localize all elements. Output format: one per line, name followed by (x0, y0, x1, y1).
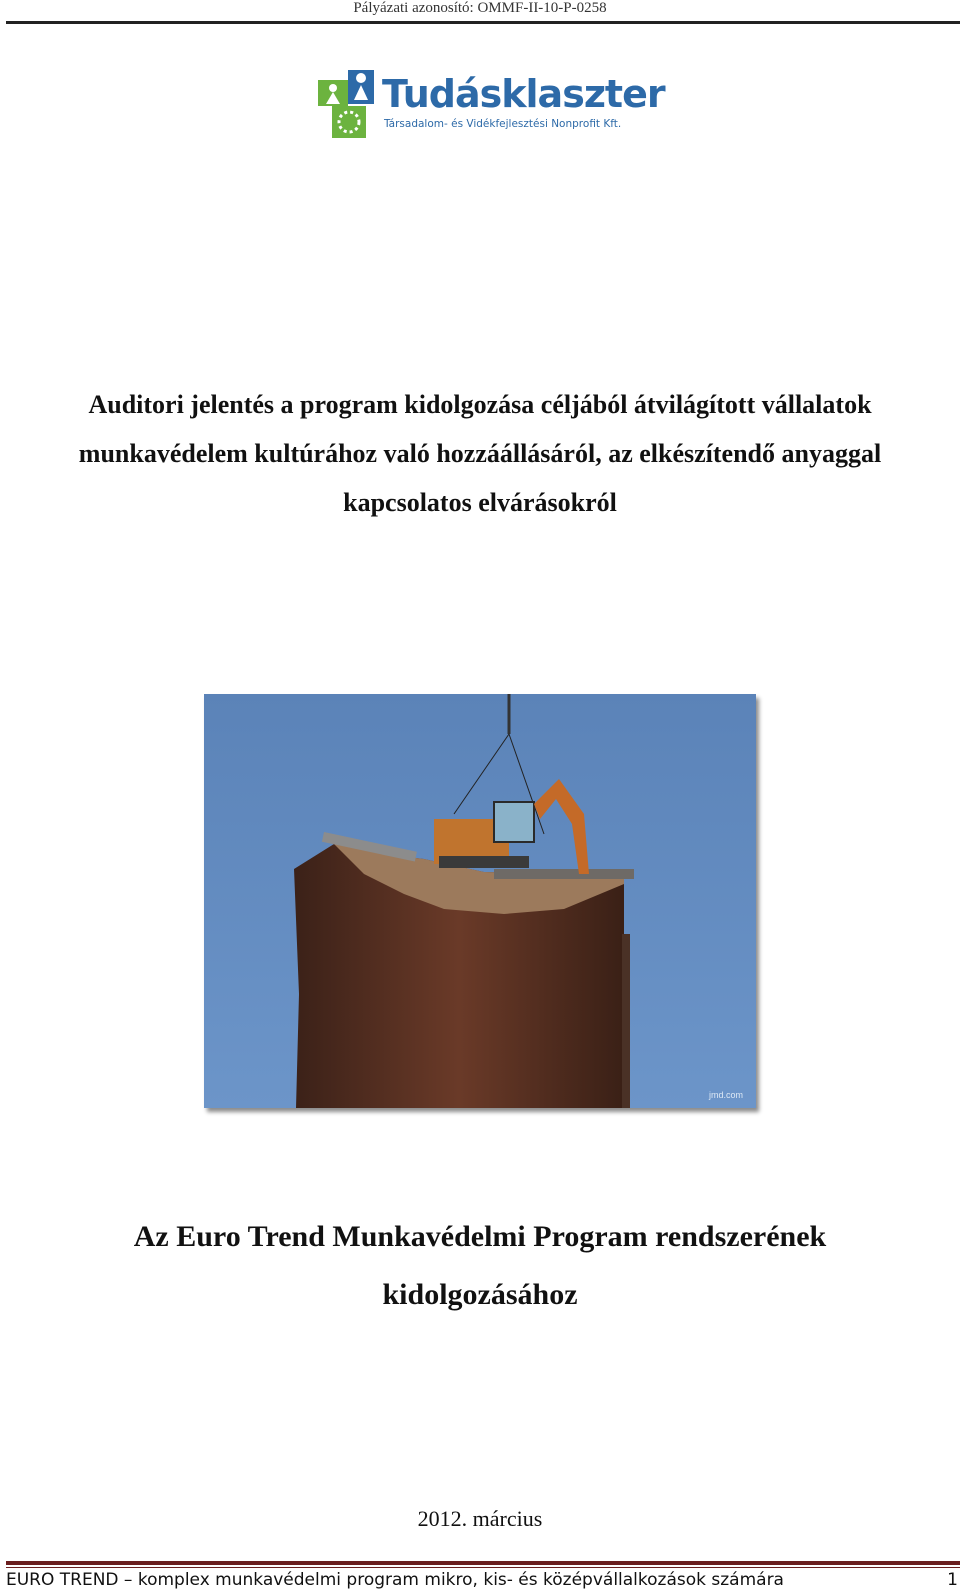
logo-mark-icon (318, 70, 378, 140)
page-footer (6, 1570, 960, 1592)
chimney-demolition-photo (204, 694, 756, 1108)
tudasklaszter-logo (318, 70, 665, 142)
header-divider (6, 21, 960, 24)
subtitle-line: kidolgozásához (382, 1278, 578, 1311)
footer-divider-thin (6, 1567, 960, 1568)
report-title-line: munkavédelem kultúrához való hozzáállásáról, az elkészítendő anyaggal (78, 439, 882, 468)
report-title (20, 380, 940, 527)
footer-program-text: EURO TREND – komplex munkavédelmi program mikro, kis- és középvállalkozások számára (6, 1570, 784, 1590)
footer-divider-thick (6, 1561, 960, 1565)
report-title-line: Auditori jelentés a program kidolgozása céljából átvilágított vállalatok (88, 390, 872, 419)
page-number: 1 (947, 1570, 958, 1590)
program-subtitle (60, 1208, 900, 1324)
logo-wordmark: Tudásklaszter (382, 72, 665, 116)
logo-tagline: Társadalom- és Vidékfejlesztési Nonprofit Kft. (384, 118, 622, 130)
header-project-id: Pályázati azonosító: OMMF-II-10-P-0258 (353, 0, 607, 16)
report-title-line: kapcsolatos elvárásokról (343, 488, 617, 517)
document-date: 2012. március (417, 1506, 543, 1531)
photo-watermark: jmd.com (709, 1090, 744, 1100)
subtitle-line: Az Euro Trend Munkavédelmi Program rendszerének (133, 1220, 827, 1253)
